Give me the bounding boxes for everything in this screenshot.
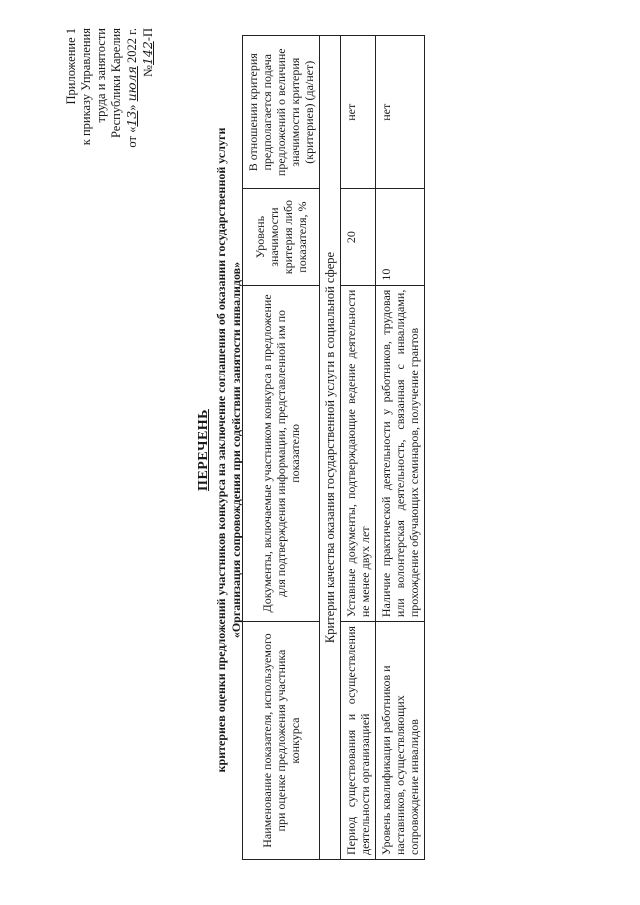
date-mid: » <box>125 104 139 111</box>
section-title: Критерии качества оказания государственной услуги в социальной сфере <box>320 36 341 860</box>
table-row <box>341 36 376 860</box>
table-header-row <box>243 36 320 860</box>
row-documents: Наличие практической деятельности у работников, трудовая или волонтерская деятельность, связанная с инвалидами, прохождение обучающих семинаров, получение грантов <box>376 285 425 621</box>
document-title-block <box>196 20 244 880</box>
date-month: июля <box>124 66 139 102</box>
header-proposal: В отношении критерия предполагается подача предложений о величине значимости критерия (критериев) (да/нет) <box>243 36 320 189</box>
date-day: 13 <box>124 110 139 127</box>
appendix-date <box>124 28 140 148</box>
appendix-line-1: Приложение 1 <box>64 28 78 105</box>
row-proposal: нет <box>376 36 425 189</box>
appendix-line-2: к приказу Управления <box>79 28 93 146</box>
appendix-number <box>140 28 156 148</box>
criteria-table <box>242 35 425 860</box>
date-year: 2022 г. <box>125 28 139 63</box>
number-prefix: № <box>141 65 155 77</box>
row-proposal: нет <box>341 36 376 189</box>
table-row <box>376 36 425 860</box>
number-suffix: -П <box>141 28 155 42</box>
row-indicator: Уровень квалификации работников и наставников, осуществляющих сопровождение инвалидов <box>376 622 425 860</box>
row-weight: 10 <box>376 189 425 285</box>
service-name: «Организация сопровождения при содействии занятости инвалидов» <box>229 261 243 639</box>
row-weight: 20 <box>341 189 376 285</box>
appendix-line-3: труда и занятости <box>94 28 108 123</box>
row-documents: Уставные документы, подтверждающие ведение деятельности не менее двух лет <box>341 285 376 621</box>
header-weight: Уровень значимости критерия либо показателя, % <box>243 189 320 285</box>
row-indicator: Период существования и осуществления деятельности организацией <box>341 622 376 860</box>
section-row <box>320 36 341 860</box>
header-documents: Документы, включаемые участником конкурса в предложение для подтверждения информации, представленной им по показателю <box>243 285 320 621</box>
number-value: 142 <box>140 41 155 66</box>
document-subtitle: критериев оценки предложений участников конкурса на заключение соглашения об оказании государственной услуги <box>214 127 228 773</box>
header-indicator: Наименование показателя, используемого при оценке предложения участника конкурса <box>243 622 320 860</box>
appendix-block <box>64 28 156 148</box>
appendix-line-4: Республики Карелия <box>109 28 123 139</box>
document-page <box>20 20 620 880</box>
date-prefix: от « <box>125 126 139 148</box>
document-heading: ПЕРЕЧЕНЬ <box>196 409 211 491</box>
